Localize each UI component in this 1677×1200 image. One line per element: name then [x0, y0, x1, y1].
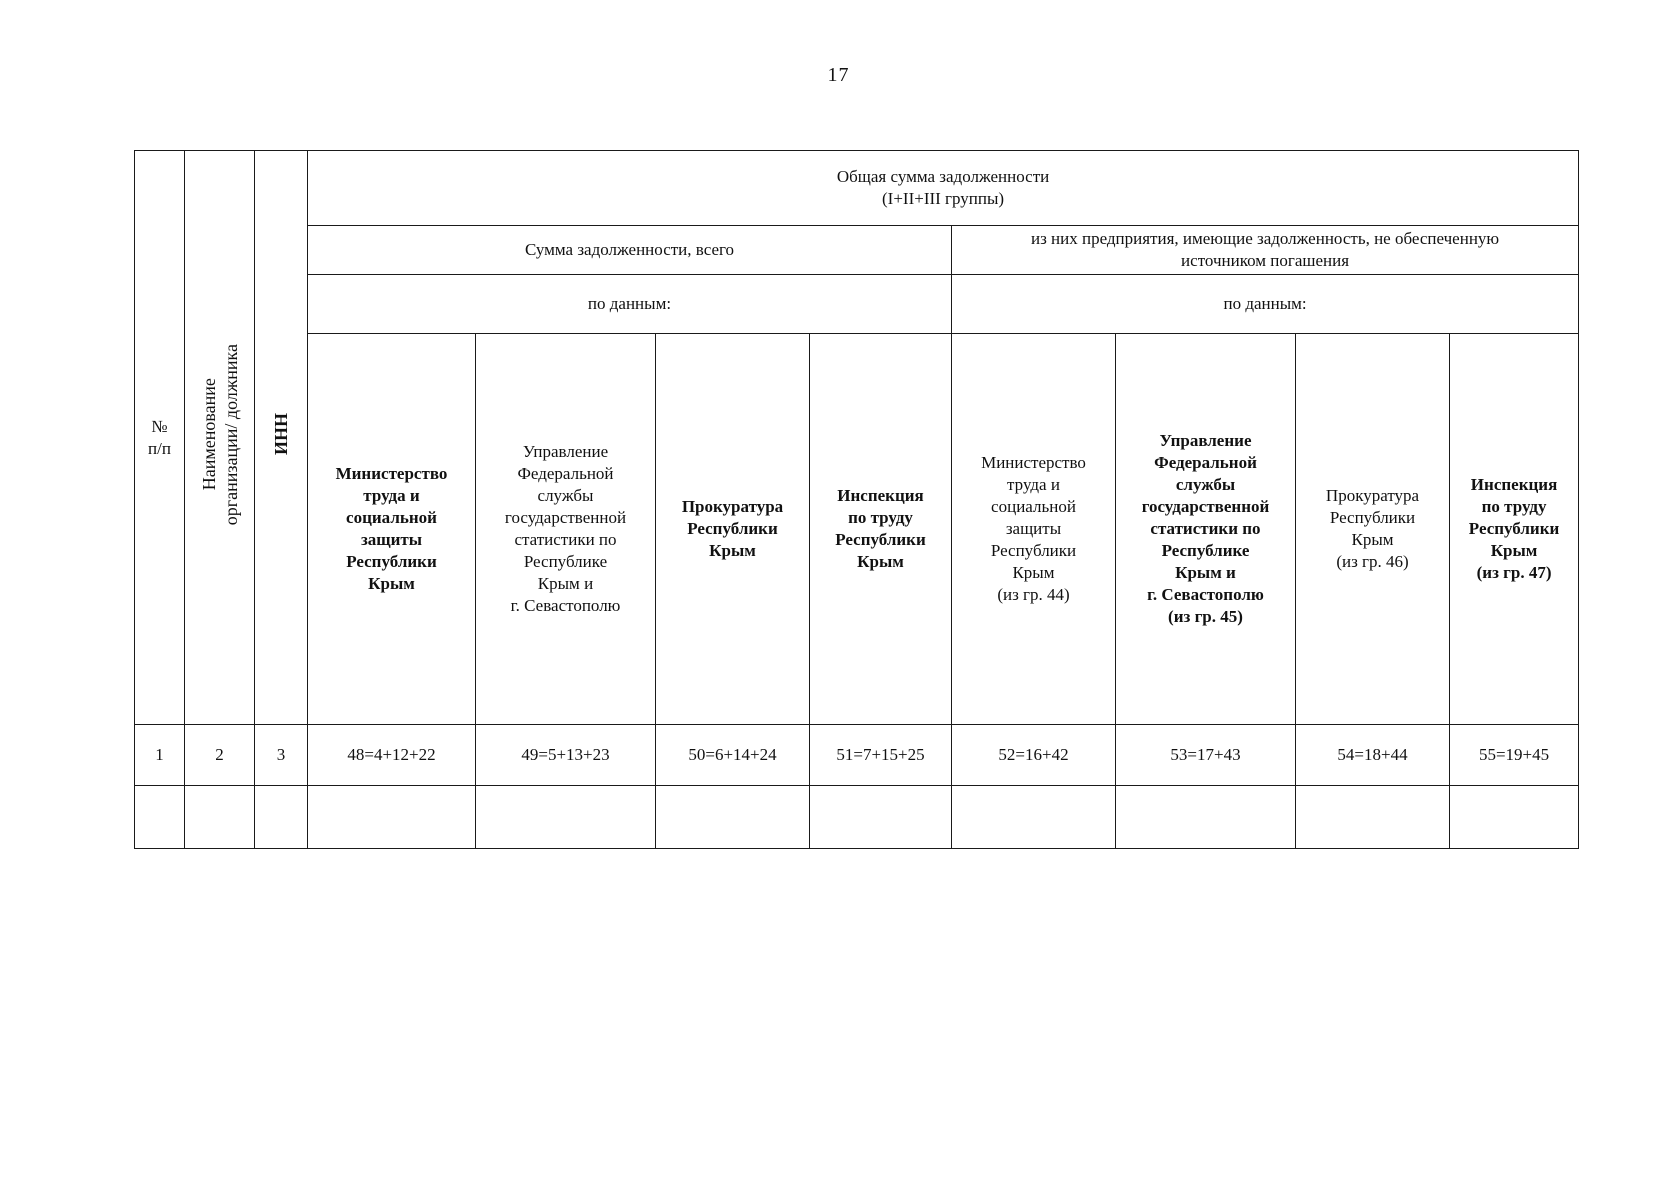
debtor-name-label: Наименование организации/ должника: [198, 343, 241, 526]
numbering-cell: 53=17+43: [1116, 725, 1296, 786]
header-source-prosecutor: Прокуратура Республики Крым: [656, 334, 810, 725]
header-source-ministry: Министерство труда и социальной защиты Республики Крым: [308, 334, 476, 725]
header-by-data-left: по данным:: [308, 275, 952, 334]
blank-cell: [308, 786, 476, 849]
header-by-data-right: по данным:: [952, 275, 1579, 334]
blank-cell: [135, 786, 185, 849]
numbering-cell: 51=7+15+25: [810, 725, 952, 786]
numbering-cell: 54=18+44: [1296, 725, 1450, 786]
header-source-labor-inspection: Инспекция по труду Республики Крым: [810, 334, 952, 725]
blank-cell: [952, 786, 1116, 849]
inn-label: ИНН: [271, 413, 291, 456]
blank-cell: [185, 786, 255, 849]
header-source-labor-inspection-47: Инспекция по труду Республики Крым (из гр. 47): [1450, 334, 1579, 725]
blank-cell: [1116, 786, 1296, 849]
numbering-cell: 48=4+12+22: [308, 725, 476, 786]
debt-table-container: [134, 150, 1578, 849]
table-row-blank: [135, 786, 1579, 849]
header-source-ministry-44: Министерство труда и социальной защиты Республики Крым (из гр. 44): [952, 334, 1116, 725]
blank-cell: [255, 786, 308, 849]
header-total-debt: Общая сумма задолженности (I+II+III группы): [308, 151, 1579, 226]
table-row-numbering: [135, 725, 1579, 786]
numbering-cell: 49=5+13+23: [476, 725, 656, 786]
numbering-cell: 2: [185, 725, 255, 786]
header-source-statistics-45: Управление Федеральной службы государственной статистики по Республике Крым и г. Севастополю (из гр. 45): [1116, 334, 1296, 725]
header-inn: [255, 151, 308, 725]
blank-cell: [476, 786, 656, 849]
blank-cell: [810, 786, 952, 849]
header-debtor-name: [185, 151, 255, 725]
numbering-cell: 3: [255, 725, 308, 786]
page-number: 17: [827, 64, 850, 86]
header-sum-total: Сумма задолженности, всего: [308, 226, 952, 275]
blank-cell: [656, 786, 810, 849]
numbering-cell: 50=6+14+24: [656, 725, 810, 786]
numbering-cell: 1: [135, 725, 185, 786]
blank-cell: [1296, 786, 1450, 849]
header-source-statistics: Управление Федеральной службы государственной статистики по Республике Крым и г. Севастополю: [476, 334, 656, 725]
debt-table: [134, 150, 1579, 849]
blank-cell: [1450, 786, 1579, 849]
numbering-cell: 52=16+42: [952, 725, 1116, 786]
header-source-prosecutor-46: Прокуратура Республики Крым (из гр. 46): [1296, 334, 1450, 725]
header-sum-unsecured: из них предприятия, имеющие задолженность, не обеспеченную источником погашения: [952, 226, 1579, 275]
numbering-cell: 55=19+45: [1450, 725, 1579, 786]
header-number: № п/п: [135, 151, 185, 725]
